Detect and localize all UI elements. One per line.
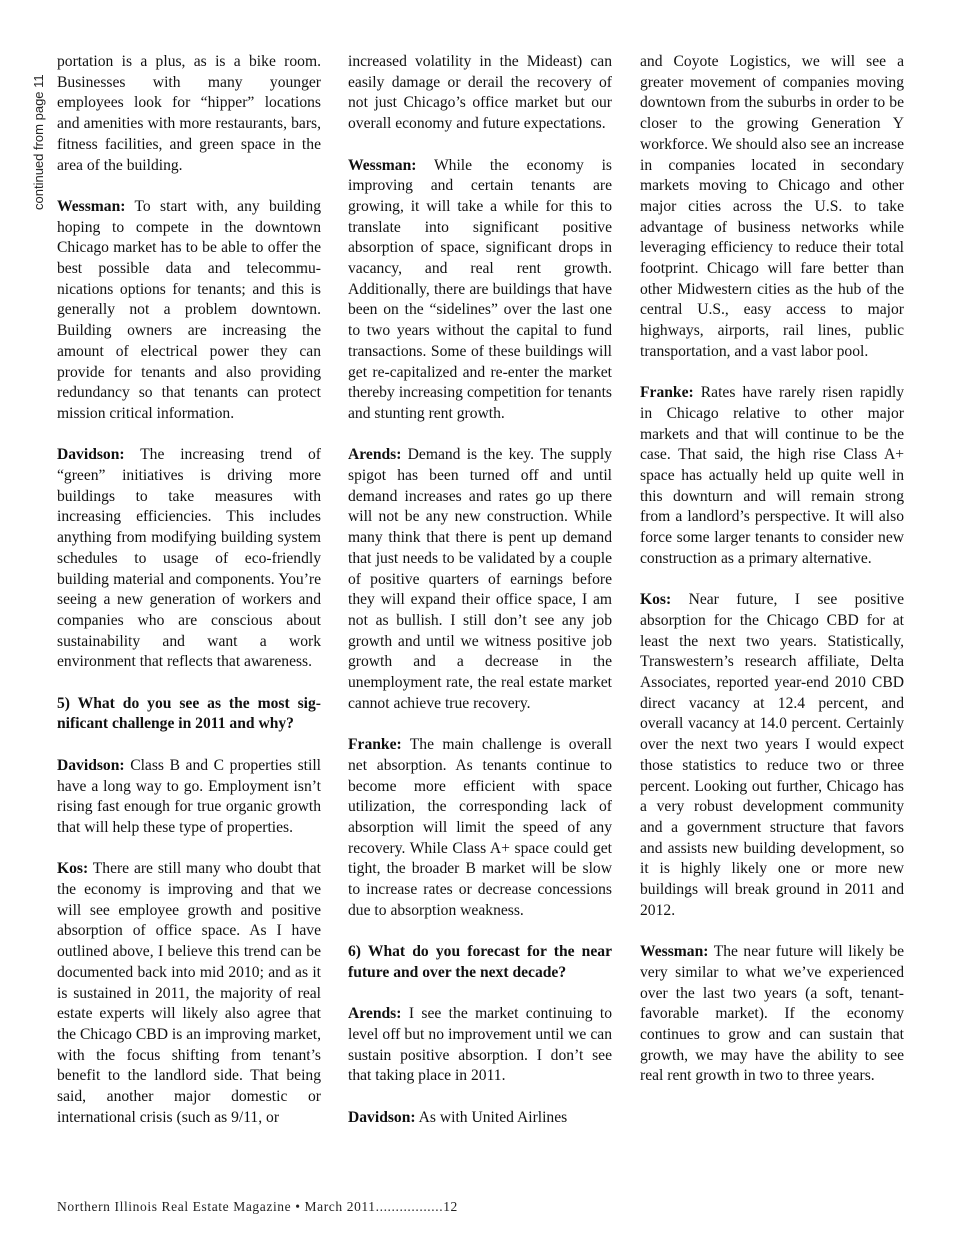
speaker-name: Franke: <box>348 736 402 754</box>
answer-text: I see the market continuing to level off but no improvement until we can sustain positive absorption. I don’t see that taking place in 2011. <box>348 1005 612 1085</box>
speaker-name: Wessman: <box>640 943 709 961</box>
speaker-name: Kos: <box>640 591 672 609</box>
answer-paragraph <box>348 1004 612 1087</box>
speaker-name: Davidson: <box>57 446 125 464</box>
interview-question: 6) What do you forecast for the near future and over the next decade? <box>348 943 612 981</box>
answer-text: increased volatility in the Mideast) can easily damage or derail the recovery of not just Chicago’s office market but our overall economy and future expectations. <box>348 53 612 133</box>
article-column-1 <box>57 52 321 1128</box>
article-column-3 <box>640 52 904 1087</box>
answer-text: Class B and C properties still have a long way to go. Employment isn’t rising fast enough for true organic growth that will help these type of properties. <box>57 756 321 836</box>
answer-paragraph <box>640 383 904 569</box>
answer-paragraph <box>57 197 321 425</box>
speaker-name: Davidson: <box>57 756 125 774</box>
answer-text: Near future, I see positive absorption for the Chicago CBD for at least the next two years. Statistically, Transwestern’s research affiliate, Delta Associates, reported year-end 2010 CBD direct vacancy at 12.4 percent, and overall vacancy at 14.0 percent. Certainly over the next two years I would expect those statistics to reduce two or three percent. Looking out further, Chicago has a very robust development community and a government structure that favors and assists new building development, so it is highly likely one or more new buildings will break ground in 2011 and 2012. <box>640 591 904 919</box>
continued-from-label: continued from page 11 <box>31 74 46 210</box>
answer-text: Demand is the key. The supply spigot has been turned off and until demand increases and rates go up there will not be any new construction. While many think that there is pent up demand that just needs to be validated by a couple of positive quarters of earnings before they will expand their office space, I am not as bullish. I still don’t see any job growth and until we witness positive job growth and a decrease in the unemployment rate, the real estate market cannot achieve true recovery. <box>348 446 612 712</box>
answer-text: While the economy is improving and certain tenants are growing, it will take a while for this to translate into significant positive absorption of space, significant drops in vacancy, and real rent growth. Additionally, there are buildings that have been on the “sidelines” over the last one to two years without the capital to fund transactions. Some of these buildings will get re-capitalized and re-enter the market thereby increasing competition for tenants and stunting rent growth. <box>348 156 612 422</box>
interview-question: 5) What do you see as the most significant challenge in 2011 and why? <box>57 694 321 733</box>
answer-paragraph <box>640 52 904 363</box>
answer-paragraph <box>348 735 612 921</box>
answer-paragraph <box>348 1108 612 1129</box>
answer-text: As with United Airlines <box>418 1108 568 1126</box>
speaker-name: Wessman: <box>348 156 417 174</box>
answer-paragraph <box>348 52 612 135</box>
answer-text: The increasing trend of “green” initiatives is driving more buildings to take measures with increasing efficiencies. This includes anything from modifying building system schedules to usage of eco-friendly building material and components. You’re seeing a new generation of workers and companies who are conscious about sustainability and want a work environment that reflects that awareness. <box>57 446 321 671</box>
answer-text: The near future will likely be very similar to what we’ve experienced over the last two years (a soft, tenant-favorable market). If the economy continues to grow and can sustain that growth, we may have the ability to see real rent growth in two to three years. <box>640 943 904 1085</box>
answer-paragraph <box>640 942 904 1087</box>
answer-paragraph <box>348 445 612 714</box>
answer-text: Rates have rarely risen rapidly in Chicago relative to other major markets and that will continue to be the case. That said, the high rise Class A+ space has actually held up quite well in this downturn and will remain strong from a landlord’s perspective. It will also force some larger tenants to consider new construction as a primary alternative. <box>640 384 904 567</box>
answer-text: The main challenge is overall net absorption. As tenants continue to become more efficient with space utilization, the corresponding lack of absorption will limit the speed of any recovery. While Class A+ space could get tight, the broader B market will be slow to increase rates or decrease concessions due to absorption weakness. <box>348 736 612 919</box>
page-footer: Northern Illinois Real Estate Magazine • March 2011.................12 <box>57 1199 458 1214</box>
answer-paragraph <box>640 590 904 921</box>
answer-paragraph <box>57 445 321 673</box>
answer-text: To start with, any building hoping to compete in the downtown Chicago market has to be able to offer the best possible data and telecommunications options for tenants; and this is generally not a problem downtown. Building owners are increasing the amount of electrical power they can provide for tenants and also providing redundancy so that tenants can protect mission critical information. <box>57 197 321 422</box>
answer-paragraph <box>348 156 612 425</box>
answer-paragraph <box>57 859 321 1128</box>
answer-text: portation is a plus, as is a bike room. Businesses with many younger employees look for “hipper” locations and amenities with more restaurants, bars, fitness facilities, and green space in the area of the building. <box>57 53 321 174</box>
speaker-name: Davidson: <box>348 1108 416 1126</box>
speaker-name: Franke: <box>640 384 694 402</box>
speaker-name: Arends: <box>348 446 402 464</box>
answer-text: and Coyote Logistics, we will see a greater movement of companies moving downtown from the suburbs in order to be closer to the growing Generation Y workforce. We should also see an increase in companies located in secondary markets moving to Chicago and other major cities across the U.S. to take advantage of business networks while leveraging efficiency to reduce their total footprint. Chicago will fare better than other Midwestern cities as the hub of the central U.S., easy access to major highways, airports, rail lines, public transportation, and a vast labor pool. <box>640 53 904 360</box>
answer-paragraph <box>57 52 321 176</box>
answer-text: There are still many who doubt that the economy is improving and that we will see employee growth and positive absorption of office space. As I have outlined above, I believe this trend can be documented back into mid 2010; and as it is sustained in 2011, the majority of real estate experts will likely also agree that the Chicago CBD is an improving market, with the focus shifting from tenant’s benefit to the landlord side. That being said, another major domestic or international crisis (such as 9/11, or <box>57 860 321 1126</box>
speaker-name: Kos: <box>57 860 89 878</box>
speaker-name: Arends: <box>348 1005 402 1023</box>
speaker-name: Wessman: <box>57 197 126 215</box>
answer-paragraph <box>57 756 321 839</box>
article-column-2 <box>348 52 612 1128</box>
